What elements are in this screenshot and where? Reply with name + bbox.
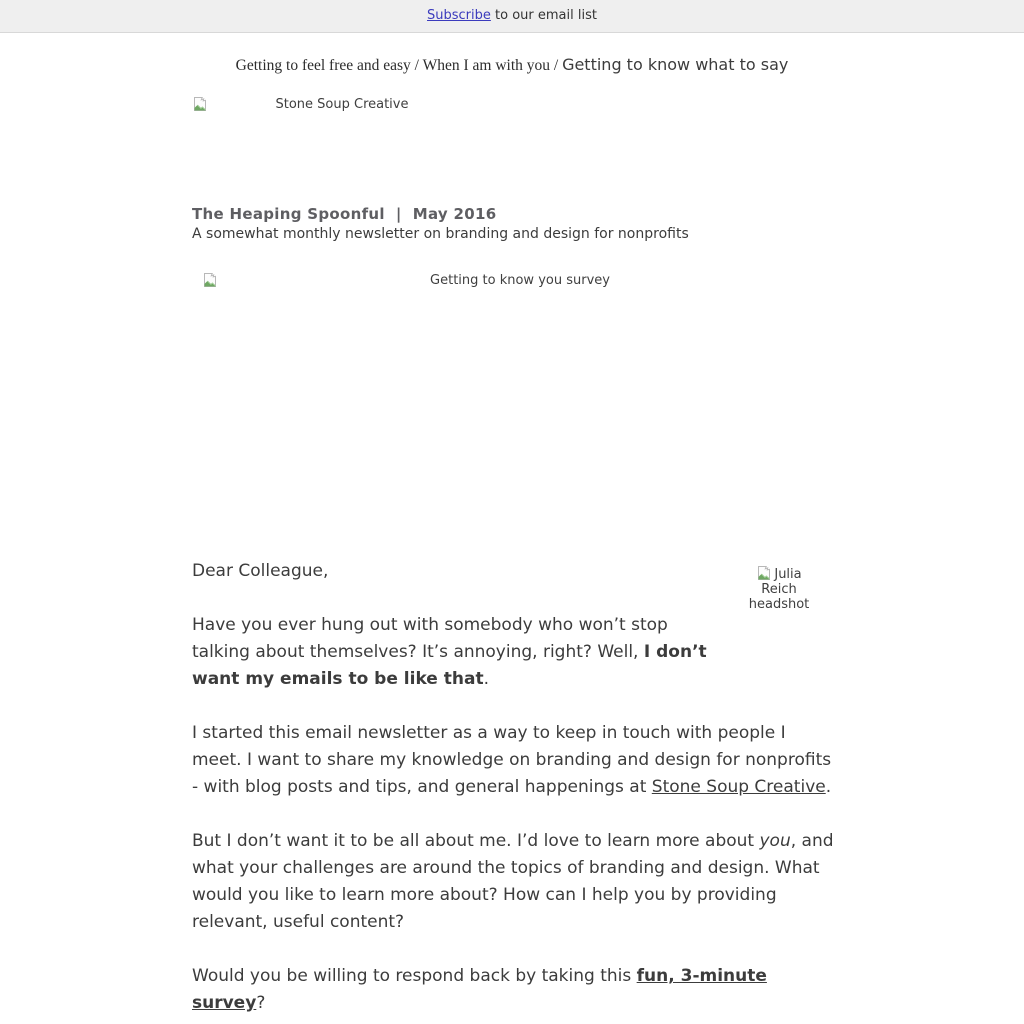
paragraph-2-text: I started this email newsletter as a way to keep in touch with people I meet. I want to share my knowledge on branding and design for nonprofits - with blog posts and tips, and general happenings at bbox=[192, 723, 832, 797]
paragraph-1-end: . bbox=[483, 669, 489, 689]
paragraph-3-italic: you bbox=[759, 831, 791, 851]
breadcrumb-sans-part: Getting to know what to say bbox=[562, 55, 789, 74]
broken-image-icon bbox=[192, 96, 208, 112]
logo-image-broken bbox=[192, 96, 492, 113]
greeting: Dear Colleague, bbox=[192, 561, 329, 581]
survey-alt-text: Getting to know you survey bbox=[430, 273, 610, 288]
newsletter-title: The Heaping Spoonful | May 2016 bbox=[192, 205, 497, 223]
paragraph-3 bbox=[192, 828, 840, 936]
newsletter-subtitle: A somewhat monthly newsletter on branding and design for nonprofits bbox=[192, 226, 689, 242]
subscribe-bar bbox=[0, 0, 1024, 33]
paragraph-2-end: . bbox=[825, 777, 832, 797]
breadcrumb-serif-part: Getting to feel free and easy / When I am with you / bbox=[235, 57, 563, 74]
subscribe-link[interactable]: Subscribe bbox=[427, 8, 491, 23]
email-body bbox=[192, 558, 840, 1024]
survey-link-bold: fun, 3-minute survey bbox=[192, 966, 767, 1013]
logo-alt-text: Stone Soup Creative bbox=[275, 97, 409, 112]
paragraph-3-text: But I don’t want it to be all about me. I’d love to learn more about bbox=[192, 831, 760, 851]
paragraph-4 bbox=[192, 963, 814, 1017]
paragraph-1-bold: I don’t want my emails to be like that bbox=[192, 642, 707, 689]
paragraph-4-end: ? bbox=[256, 993, 266, 1013]
headshot-alt-text: Julia Reich headshot bbox=[748, 567, 810, 612]
stone-soup-creative-link[interactable]: Stone Soup Creative bbox=[651, 777, 826, 797]
breadcrumb bbox=[0, 55, 1024, 75]
survey-banner-image-broken bbox=[202, 272, 838, 289]
paragraph-3-end: , and what your challenges are around the topics of branding and design. What would you like to learn more about? How can I help you by providing relevant, useful content? bbox=[192, 831, 834, 932]
broken-image-icon bbox=[202, 272, 218, 288]
paragraph-1-text: Have you ever hung out with somebody who won’t stop talking about themselves? It’s annoying, right? Well, bbox=[192, 615, 668, 662]
paragraph-1 bbox=[192, 612, 714, 693]
subscribe-bar-text: to our email list bbox=[490, 8, 597, 23]
paragraph-2 bbox=[192, 720, 840, 801]
paragraph-4-text: Would you be willing to respond back by taking this bbox=[192, 966, 637, 986]
